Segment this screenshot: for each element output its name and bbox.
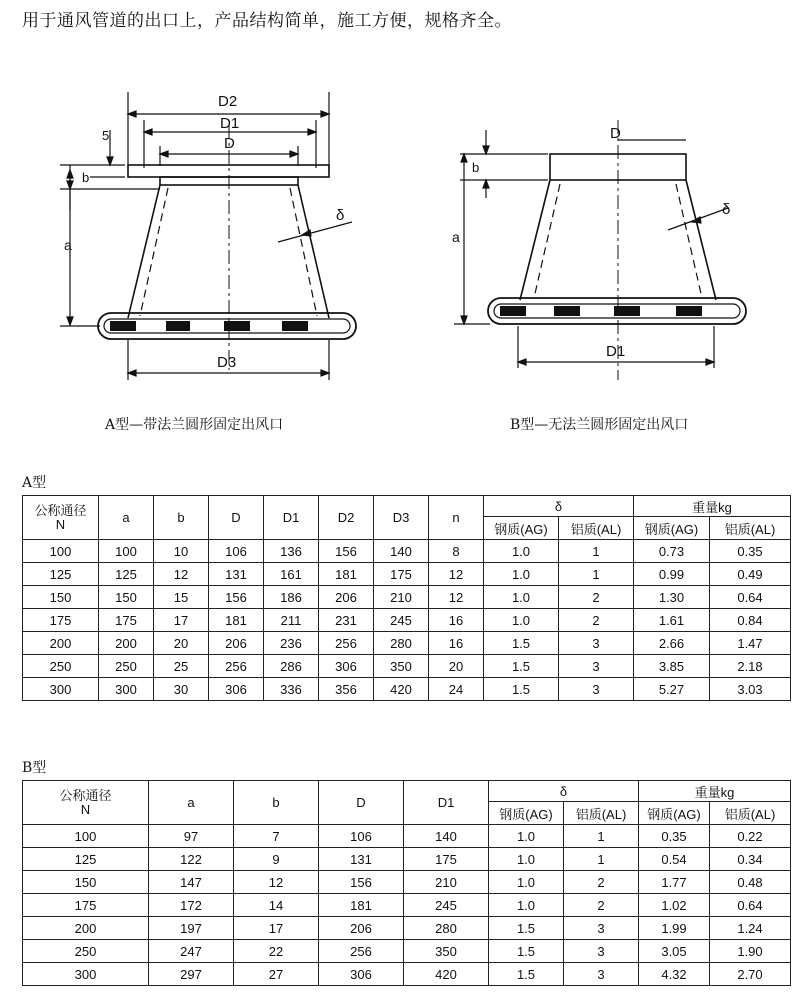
table-cell: 206 [319, 917, 404, 940]
table-cell: 350 [374, 655, 429, 678]
table-cell: 236 [264, 632, 319, 655]
label-b: b [82, 170, 90, 185]
table-row [23, 563, 791, 586]
header-b: b [234, 781, 319, 825]
table-row [23, 940, 791, 963]
table-cell: 30 [154, 678, 209, 701]
table-cell: 156 [209, 586, 264, 609]
table-cell: 256 [209, 655, 264, 678]
table-cell: 125 [23, 563, 99, 586]
table-cell: 1 [559, 563, 634, 586]
table-cell: 0.22 [710, 825, 791, 848]
table-cell: 106 [319, 825, 404, 848]
table-cell: 2 [564, 871, 639, 894]
table-cell: 1.0 [484, 586, 559, 609]
header-delta-steel: 钢质(AG) [484, 517, 559, 540]
table-cell: 2 [559, 609, 634, 632]
table-cell: 200 [23, 917, 149, 940]
table-cell: 0.34 [710, 848, 791, 871]
table-cell: 306 [319, 963, 404, 986]
table-cell: 3 [564, 940, 639, 963]
table-cell: 247 [149, 940, 234, 963]
header-delta-alu: 铝质(AL) [559, 517, 634, 540]
table-cell: 4.32 [639, 963, 710, 986]
table-cell: 1.5 [489, 917, 564, 940]
figure-a-caption: A型—带法兰圆形固定出风口 [105, 417, 284, 433]
label-delta: δ [336, 207, 345, 224]
table-cell: 3 [559, 655, 634, 678]
table-cell: 181 [319, 563, 374, 586]
table-row [23, 848, 791, 871]
table-cell: 17 [154, 609, 209, 632]
table-cell: 297 [149, 963, 234, 986]
table-cell: 106 [209, 540, 264, 563]
table-cell: 0.49 [710, 563, 791, 586]
label-d3: D3 [217, 354, 237, 371]
table-cell: 306 [319, 655, 374, 678]
table-cell: 156 [319, 540, 374, 563]
label-d: D [224, 135, 235, 152]
table-cell: 1.99 [639, 917, 710, 940]
label-b: b [472, 160, 480, 175]
figure-a-diagram [40, 70, 370, 400]
table-cell: 306 [209, 678, 264, 701]
table-b [22, 780, 791, 986]
table-cell: 1.0 [489, 825, 564, 848]
table-cell: 210 [374, 586, 429, 609]
table-cell: 1.5 [489, 963, 564, 986]
table-cell: 161 [264, 563, 319, 586]
table-cell: 12 [154, 563, 209, 586]
table-cell: 0.64 [710, 894, 791, 917]
table-cell: 336 [264, 678, 319, 701]
table-cell: 147 [149, 871, 234, 894]
header-delta-steel: 钢质(AG) [489, 802, 564, 825]
table-cell: 245 [374, 609, 429, 632]
label-d1: D1 [220, 115, 240, 132]
table-cell: 1.47 [710, 632, 791, 655]
table-cell: 20 [154, 632, 209, 655]
table-cell: 1.0 [489, 871, 564, 894]
table-cell: 9 [234, 848, 319, 871]
table-cell: 100 [23, 825, 149, 848]
table-cell: 140 [404, 825, 489, 848]
table-cell: 125 [99, 563, 154, 586]
table-row [23, 632, 791, 655]
header-d2: D2 [319, 496, 374, 540]
table-cell: 250 [99, 655, 154, 678]
table-cell: 1.5 [484, 632, 559, 655]
header-delta-alu: 铝质(AL) [564, 802, 639, 825]
table-cell: 24 [429, 678, 484, 701]
table-cell: 8 [429, 540, 484, 563]
table-a-label: A型 [22, 475, 47, 491]
table-cell: 0.35 [639, 825, 710, 848]
table-cell: 3.05 [639, 940, 710, 963]
table-cell: 356 [319, 678, 374, 701]
table-cell: 175 [374, 563, 429, 586]
figure-b-caption: B型—无法兰圆形固定出风口 [510, 417, 689, 433]
table-cell: 256 [319, 940, 404, 963]
table-cell: 150 [23, 871, 149, 894]
table-cell: 286 [264, 655, 319, 678]
table-row [23, 540, 791, 563]
header-d: D [209, 496, 264, 540]
table-cell: 210 [404, 871, 489, 894]
table-cell: 3 [559, 678, 634, 701]
table-cell: 231 [319, 609, 374, 632]
table-cell: 1.61 [634, 609, 710, 632]
table-cell: 1 [564, 825, 639, 848]
header-weight: 重量kg [639, 781, 791, 802]
table-row [23, 586, 791, 609]
header-weight-steel: 钢质(AG) [634, 517, 710, 540]
table-cell: 420 [374, 678, 429, 701]
table-cell: 125 [23, 848, 149, 871]
header-d3: D3 [374, 496, 429, 540]
table-cell: 2 [559, 586, 634, 609]
table-cell: 97 [149, 825, 234, 848]
table-cell: 2.18 [710, 655, 791, 678]
table-cell: 197 [149, 917, 234, 940]
table-cell: 1.5 [484, 678, 559, 701]
table-cell: 122 [149, 848, 234, 871]
table-row [23, 609, 791, 632]
label-a: a [64, 237, 72, 253]
table-cell: 175 [99, 609, 154, 632]
table-cell: 280 [404, 917, 489, 940]
label-d: D [610, 125, 621, 142]
table-cell: 15 [154, 586, 209, 609]
table-cell: 156 [319, 871, 404, 894]
header-n: n [429, 496, 484, 540]
table-cell: 100 [23, 540, 99, 563]
table-cell: 1.0 [484, 563, 559, 586]
table-cell: 100 [99, 540, 154, 563]
table-b-label: B型 [22, 760, 47, 776]
table-cell: 250 [23, 655, 99, 678]
table-cell: 300 [23, 963, 149, 986]
table-cell: 206 [319, 586, 374, 609]
table-cell: 16 [429, 632, 484, 655]
figure-b-diagram [430, 110, 760, 410]
table-cell: 0.73 [634, 540, 710, 563]
table-cell: 150 [23, 586, 99, 609]
table-cell: 350 [404, 940, 489, 963]
table-cell: 3.85 [634, 655, 710, 678]
table-cell: 250 [23, 940, 149, 963]
table-cell: 300 [23, 678, 99, 701]
table-cell: 0.84 [710, 609, 791, 632]
table-cell: 1.5 [484, 655, 559, 678]
header-d1: D1 [404, 781, 489, 825]
table-cell: 7 [234, 825, 319, 848]
table-cell: 0.99 [634, 563, 710, 586]
table-cell: 12 [429, 563, 484, 586]
header-delta: δ [484, 496, 634, 517]
label-d2: D2 [218, 93, 238, 110]
header-delta: δ [489, 781, 639, 802]
table-cell: 200 [23, 632, 99, 655]
table-cell: 17 [234, 917, 319, 940]
table-cell: 206 [209, 632, 264, 655]
table-cell: 420 [404, 963, 489, 986]
table-cell: 1.0 [489, 894, 564, 917]
table-cell: 1.24 [710, 917, 791, 940]
table-cell: 27 [234, 963, 319, 986]
table-cell: 211 [264, 609, 319, 632]
table-cell: 1.02 [639, 894, 710, 917]
header-a: a [99, 496, 154, 540]
table-row [23, 894, 791, 917]
table-cell: 2 [564, 894, 639, 917]
table-cell: 14 [234, 894, 319, 917]
table-cell: 1.0 [484, 609, 559, 632]
table-cell: 25 [154, 655, 209, 678]
header-weight-alu: 铝质(AL) [710, 517, 791, 540]
header-d: D [319, 781, 404, 825]
table-row [23, 825, 791, 848]
table-a [22, 495, 791, 701]
table-cell: 3.03 [710, 678, 791, 701]
table-cell: 1.0 [484, 540, 559, 563]
table-cell: 0.35 [710, 540, 791, 563]
table-cell: 1.30 [634, 586, 710, 609]
header-a: a [149, 781, 234, 825]
table-cell: 131 [319, 848, 404, 871]
label-5: 5 [102, 128, 110, 143]
table-row [23, 917, 791, 940]
table-cell: 1 [564, 848, 639, 871]
table-cell: 20 [429, 655, 484, 678]
header-nominal: 公称通径 N [23, 496, 99, 540]
table-cell: 175 [23, 609, 99, 632]
table-cell: 3 [564, 917, 639, 940]
label-delta: δ [722, 201, 731, 218]
table-cell: 22 [234, 940, 319, 963]
table-cell: 181 [209, 609, 264, 632]
table-cell: 245 [404, 894, 489, 917]
table-cell: 186 [264, 586, 319, 609]
table-cell: 150 [99, 586, 154, 609]
header-nominal: 公称通径 N [23, 781, 149, 825]
table-cell: 181 [319, 894, 404, 917]
table-cell: 3 [559, 632, 634, 655]
table-cell: 2.66 [634, 632, 710, 655]
table-cell: 2.70 [710, 963, 791, 986]
table-row [23, 871, 791, 894]
table-cell: 1.77 [639, 871, 710, 894]
table-cell: 172 [149, 894, 234, 917]
label-a: a [452, 229, 460, 245]
table-cell: 136 [264, 540, 319, 563]
table-cell: 0.54 [639, 848, 710, 871]
table-cell: 200 [99, 632, 154, 655]
header-b: b [154, 496, 209, 540]
header-weight-alu: 铝质(AL) [710, 802, 791, 825]
table-cell: 140 [374, 540, 429, 563]
table-cell: 12 [429, 586, 484, 609]
header-d1: D1 [264, 496, 319, 540]
table-row [23, 655, 791, 678]
table-cell: 16 [429, 609, 484, 632]
table-cell: 1.90 [710, 940, 791, 963]
label-d1: D1 [606, 343, 626, 360]
table-cell: 1.0 [489, 848, 564, 871]
table-cell: 5.27 [634, 678, 710, 701]
table-cell: 1.5 [489, 940, 564, 963]
table-row [23, 678, 791, 701]
table-cell: 0.48 [710, 871, 791, 894]
table-cell: 3 [564, 963, 639, 986]
table-cell: 175 [404, 848, 489, 871]
table-cell: 175 [23, 894, 149, 917]
intro-text: 用于通风管道的出口上，产品结构简单，施工方便，规格齐全。 [22, 11, 512, 31]
header-weight-steel: 钢质(AG) [639, 802, 710, 825]
table-cell: 280 [374, 632, 429, 655]
table-cell: 0.64 [710, 586, 791, 609]
header-weight: 重量kg [634, 496, 791, 517]
table-cell: 131 [209, 563, 264, 586]
table-cell: 256 [319, 632, 374, 655]
table-cell: 12 [234, 871, 319, 894]
table-cell: 10 [154, 540, 209, 563]
table-cell: 300 [99, 678, 154, 701]
table-cell: 1 [559, 540, 634, 563]
table-row [23, 963, 791, 986]
